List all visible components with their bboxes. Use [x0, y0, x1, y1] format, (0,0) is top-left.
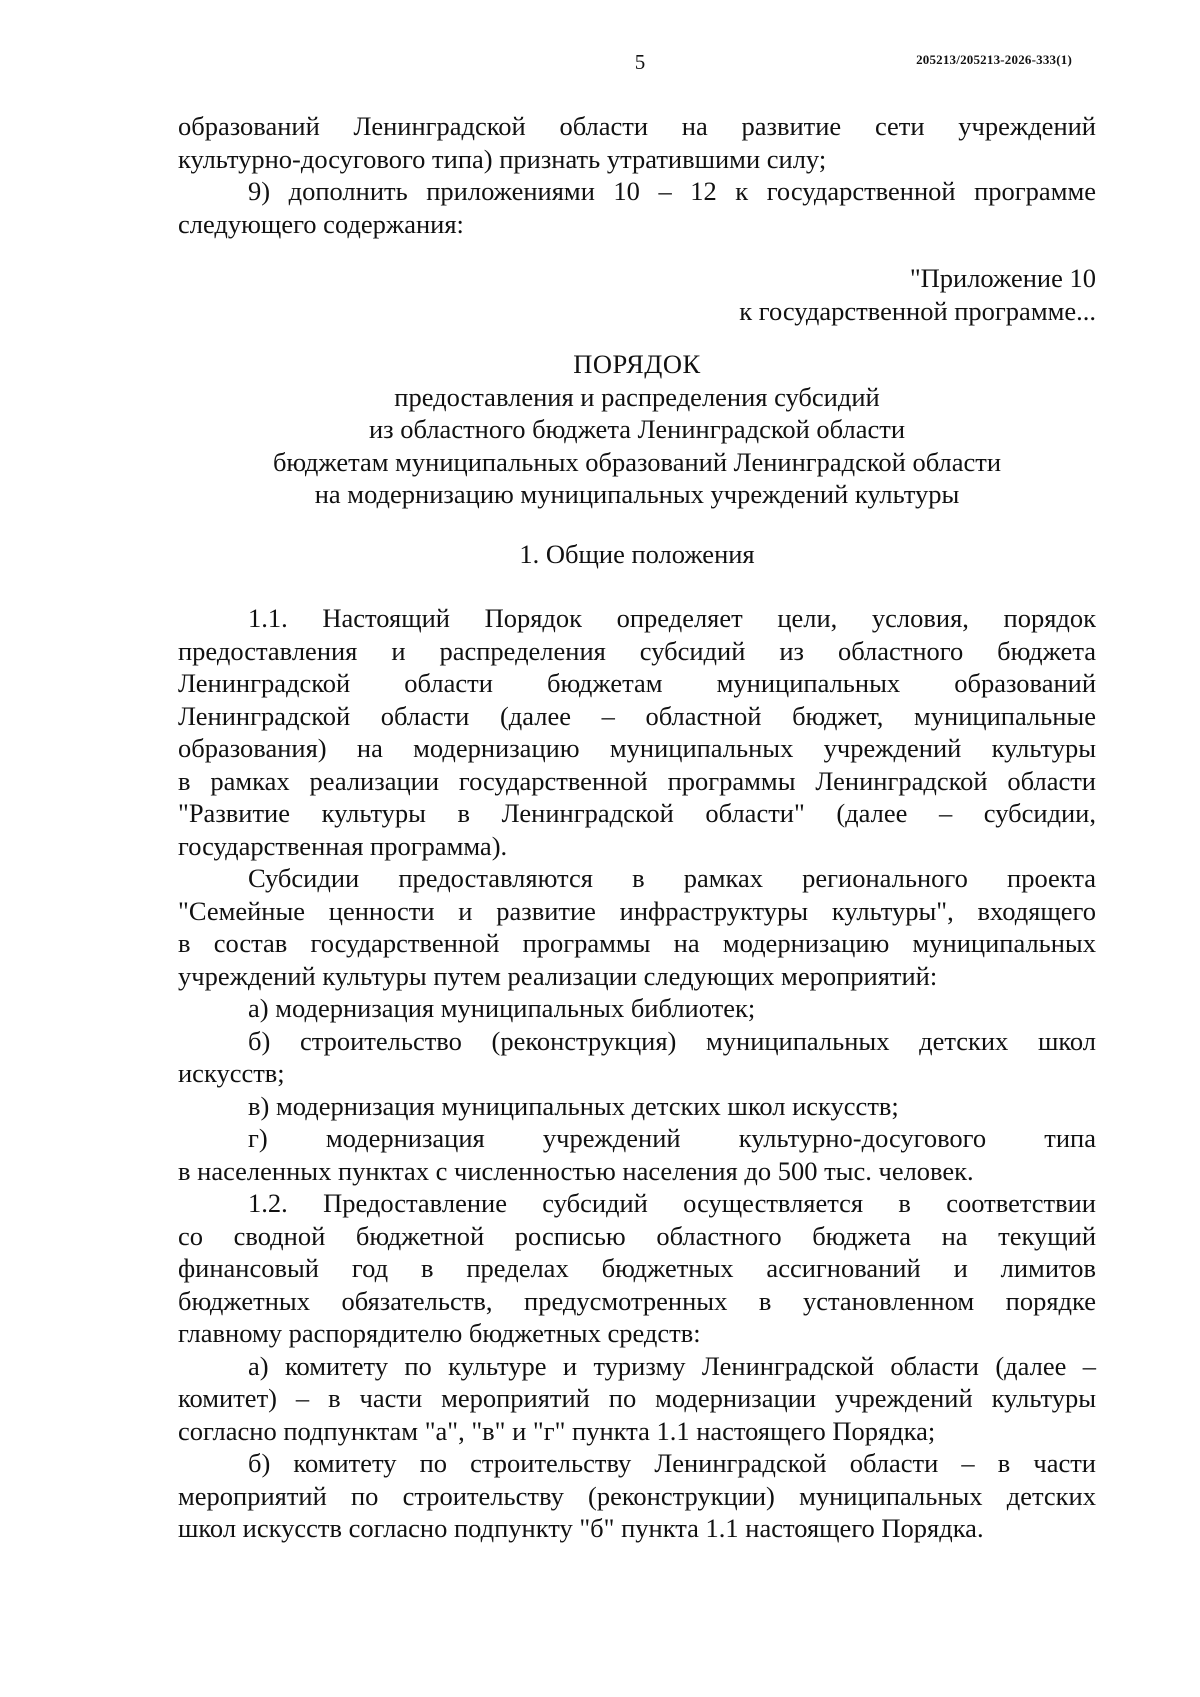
intro-paragraph-1 — [178, 110, 1096, 175]
list-item-a — [178, 992, 1096, 1025]
text-line: со сводной бюджетной росписью областного бюджета на текущий — [178, 1220, 1096, 1251]
title-main: ПОРЯДОК — [573, 349, 701, 379]
text-line: в населенных пунктах с численностью населения до 500 тыс. человек. — [178, 1155, 974, 1186]
text-line: образований Ленинградской области на развитие сети учреждений — [178, 111, 1096, 141]
appendix-reference — [178, 262, 1096, 327]
title-line: из областного бюджета Ленинградской области — [368, 414, 906, 444]
text-line: комитет) – в части мероприятий по модернизации учреждений культуры — [178, 1383, 1096, 1413]
list-item-v — [178, 1090, 1096, 1123]
text-line: "Развитие культуры в Ленинградской области" (далее – субсидии, — [178, 798, 1096, 828]
section-heading: 1. Общие положения — [519, 538, 755, 569]
text-line: Ленинградской области бюджетам муниципальных образований — [178, 668, 1096, 698]
appendix-line: к государственной программе... — [739, 295, 1096, 326]
text-line: государственная программа). — [178, 830, 508, 861]
text-line: финансовый год в пределах бюджетных ассигнований и лимитов — [178, 1253, 1096, 1283]
text-line: школ искусств согласно подпункту "б" пункта 1.1 настоящего Порядка. — [178, 1513, 984, 1543]
paragraph-1-2 — [178, 1187, 1096, 1350]
text-line: а) модернизация муниципальных библиотек; — [248, 993, 756, 1023]
text-line: 1.1. Настоящий Порядок определяет цели, условия, порядок — [248, 603, 1096, 633]
text-line: главному распорядителю бюджетных средств: — [178, 1318, 701, 1348]
document-body — [178, 110, 1096, 1545]
text-line: согласно подпунктам "а", "в" и "г" пункта 1.1 настоящего Порядка; — [178, 1415, 936, 1446]
sub-item-b — [178, 1447, 1096, 1545]
text-line: в) модернизация муниципальных детских школ искусств; — [248, 1090, 899, 1121]
text-line: б) строительство (реконструкция) муниципальных детских школ — [248, 1025, 1096, 1056]
paragraph-subsidies — [178, 862, 1096, 992]
text-line: искусств; — [178, 1058, 285, 1088]
sub-item-a — [178, 1350, 1096, 1448]
text-line: в состав государственной программы на модернизацию муниципальных — [178, 928, 1096, 958]
text-line: предоставления и распределения субсидий из областного бюджета — [178, 635, 1096, 666]
text-line: культурно-досугового типа) признать утратившими силу; — [178, 143, 827, 174]
page-number: 5 — [634, 50, 646, 74]
title-line: на модернизацию муниципальных учреждений культуры — [314, 479, 960, 509]
appendix-line: "Приложение 10 — [909, 263, 1096, 293]
list-item-g — [178, 1122, 1096, 1187]
document-code: 205213/205213-2026-333(1) — [916, 52, 1072, 67]
title-line: бюджетам муниципальных образований Ленинградской области — [272, 446, 1002, 477]
title-line: предоставления и распределения субсидий — [394, 381, 880, 412]
text-line: бюджетных обязательств, предусмотренных в установленном порядке — [178, 1285, 1096, 1316]
text-line: в рамках реализации государственной программы Ленинградской области — [178, 765, 1096, 796]
text-line: мероприятий по строительству (реконструкции) муниципальных детских — [178, 1480, 1096, 1511]
paragraph-1-1 — [178, 602, 1096, 862]
text-line: Субсидии предоставляются в рамках регионального проекта — [248, 863, 1096, 893]
text-line: б) комитету по строительству Ленинградской области – в части — [248, 1448, 1096, 1478]
text-line: следующего содержания: — [178, 208, 464, 239]
text-line: 1.2. Предоставление субсидий осуществляется в соответствии — [248, 1188, 1096, 1218]
text-line: Ленинградской области (далее – областной бюджет, муниципальные — [178, 700, 1096, 731]
text-line: образования) на модернизацию муниципальных учреждений культуры — [178, 733, 1096, 763]
text-line: "Семейные ценности и развитие инфраструктуры культуры", входящего — [178, 895, 1096, 926]
intro-paragraph-2 — [178, 175, 1096, 240]
list-item-b — [178, 1025, 1096, 1090]
text-line: учреждений культуры путем реализации следующих мероприятий: — [178, 960, 938, 991]
document-title — [178, 348, 1096, 511]
text-line: 9) дополнить приложениями 10 – 12 к государственной программе — [248, 176, 1096, 206]
text-line: а) комитету по культуре и туризму Ленинградской области (далее – — [248, 1350, 1096, 1381]
text-line: г) модернизация учреждений культурно-досугового типа — [248, 1123, 1096, 1153]
